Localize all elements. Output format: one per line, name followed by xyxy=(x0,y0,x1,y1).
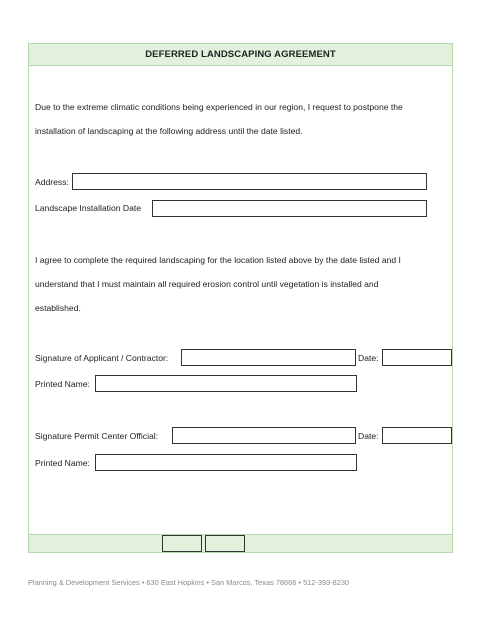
form-button-2[interactable] xyxy=(205,535,245,552)
official-signature-field[interactable] xyxy=(172,427,356,444)
applicant-signature-field[interactable] xyxy=(181,349,356,366)
intro-paragraph xyxy=(35,95,445,143)
agreement-paragraph xyxy=(35,248,445,320)
official-signature-label: Signature Permit Center Official: xyxy=(35,431,159,441)
form-header xyxy=(29,44,452,66)
applicant-printed-name-label: Printed Name: xyxy=(35,379,90,389)
install-date-label: Landscape Installation Date xyxy=(35,203,142,213)
applicant-date-label: Date: xyxy=(358,353,379,363)
agree-line-1: I agree to complete the required landscaping for the location listed above by the date listed and I xyxy=(35,255,401,265)
address-label: Address: xyxy=(35,177,69,187)
install-date-field[interactable] xyxy=(152,200,427,217)
official-date-field[interactable] xyxy=(382,427,452,444)
agree-line-2: understand that I must maintain all required erosion control until vegetation is installed and xyxy=(35,279,379,289)
address-field[interactable] xyxy=(72,173,427,190)
form-title: DEFERRED LANDSCAPING AGREEMENT xyxy=(145,49,336,60)
applicant-signature-label: Signature of Applicant / Contractor: xyxy=(35,353,169,363)
agreement-form xyxy=(28,43,453,553)
applicant-printed-name-field[interactable] xyxy=(95,375,357,392)
official-printed-name-label: Printed Name: xyxy=(35,458,90,468)
page-footer-address: Planning & Development Services • 630 East Hopkins • San Marcos, Texas 78666 • 512-393-8230 xyxy=(28,578,350,587)
official-date-label: Date: xyxy=(358,431,379,441)
applicant-date-field[interactable] xyxy=(382,349,452,366)
official-printed-name-field[interactable] xyxy=(95,454,357,471)
intro-line-2: installation of landscaping at the following address until the date listed. xyxy=(35,126,303,136)
form-button-1[interactable] xyxy=(162,535,202,552)
form-footer-bar xyxy=(29,534,452,552)
intro-line-1: Due to the extreme climatic conditions being experienced in our region, I request to postpone the xyxy=(35,102,403,112)
agree-line-3: established. xyxy=(35,303,81,313)
